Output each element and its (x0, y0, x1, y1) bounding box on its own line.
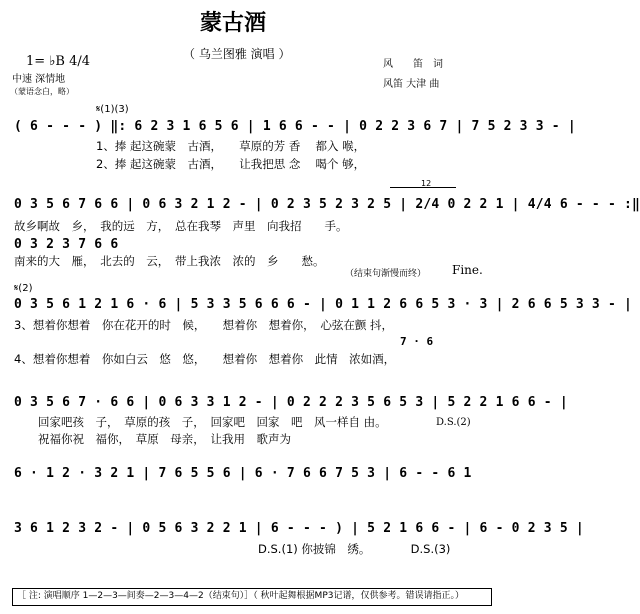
notation-line-2: 0 3 5 6 7 6 6 | 0 6 3 2 1 2 - | 0 2 3 5 2 3 2 5 | 2/4 0 2 2 1 | 4/4 6 - - - :‖ (14, 197, 640, 212)
notation-line-4: 0 3 5 6 1 2 1 6 · 6 | 5 3 3 5 6 6 6 - | 0 1 1 2 6 6 5 3 · 3 | 2 6 6 5 3 3 - | (14, 297, 633, 312)
lyrics-line-4b: 4、想着你想着 你如白云 悠 悠， 想着你 想着你 此情 浓如酒， (14, 352, 396, 366)
notation-line-7: 3 6 1 2 3 2 - | 0 5 6 3 2 2 1 | 6 - - - ) | 5 2 1 6 6 - | 6 - 0 2 3 5 | (14, 521, 584, 536)
lyrics-line-5b: 祝福你祝 福你， 草原 母亲， 让我用 歌声为 (38, 432, 291, 446)
spoken-note: （蒙语念白，略） (10, 87, 74, 96)
key-signature: 1= ♭B 4/4 (26, 54, 91, 69)
notation-line-1: ( 6 - - - ) ‖: 6 2 3 1 6 5 6 | 1 6 6 - - | 0 2 2 3 6 7 | 7 5 2 3 3 - | (14, 119, 576, 134)
composer-credit: 风笛 大津 曲 (383, 79, 440, 90)
tempo-marking: 中速 深情地 (12, 74, 66, 85)
segno-marks-1: 𝄋(1)(3) (96, 104, 129, 115)
segno-marks-4: 𝄋(2) (14, 283, 33, 294)
dal-segno-2: D.S.(2) (436, 417, 471, 428)
notation-line-5: 0 3 5 6 7 · 6 6 | 0 6 3 3 1 2 - | 0 2 2 2 3 5 6 5 3 | 5 2 2 1 6 6 - | (14, 395, 568, 410)
lyrics-line-3: 南来的大 雁， 北去的 云， 带上我浓 浓的 乡 愁。 (14, 254, 325, 268)
lyrics-line-5a: 回家吧孩 子， 草原的孩 子， 回家吧 回家 吧 风一样自 由。 (38, 415, 387, 429)
song-title: 蒙古酒 (200, 10, 267, 36)
footer-note: ［ 注: 演唱顺序 1—2—3—间奏—2—3—4—2（结束句）］（ 秋叶起舞根据MP3记谱，仅供参考。错误请指正。） (17, 591, 464, 601)
notation-line-6: 6 · 1 2 · 3 2 1 | 7 6 5 5 6 | 6 · 7 6 6 7 5 3 | 6 - - 6 1 (14, 466, 472, 481)
lyrics-line-1a: 1、捧 起这碗蒙 古酒， 草原的芳 香 都入 喉， (96, 139, 366, 153)
lyrics-line-7: D.S.(1) 你披锦 绣。 D.S.(3) (258, 542, 451, 556)
song-subtitle: （ 乌兰图雅 演唱 ） (183, 47, 291, 61)
lyrics-line-1b: 2、捧 起这碗蒙 古酒， 让我把思 念 喝个 够， (96, 157, 366, 171)
lyrics-line-4a: 3、想着你想着 你在花开的时 候， 想着你 想着你， 心弦在颤 抖， (14, 318, 393, 332)
footer-note-box (12, 588, 492, 606)
ending-annotation: （结束句渐慢而终） (345, 269, 427, 279)
fine-mark: Fine. (452, 263, 483, 277)
lyrics-line-2: 故乡啊故 乡， 我的远 方， 总在我琴 声里 向我招 手。 (14, 219, 348, 233)
lyricist-credit: 风 笛 词 (383, 59, 443, 70)
volta-label: 12 (421, 179, 432, 188)
alt-notation: 7 · 6 (400, 335, 434, 348)
notation-line-3: 0 3 2 3 7 6 6 (14, 237, 119, 252)
